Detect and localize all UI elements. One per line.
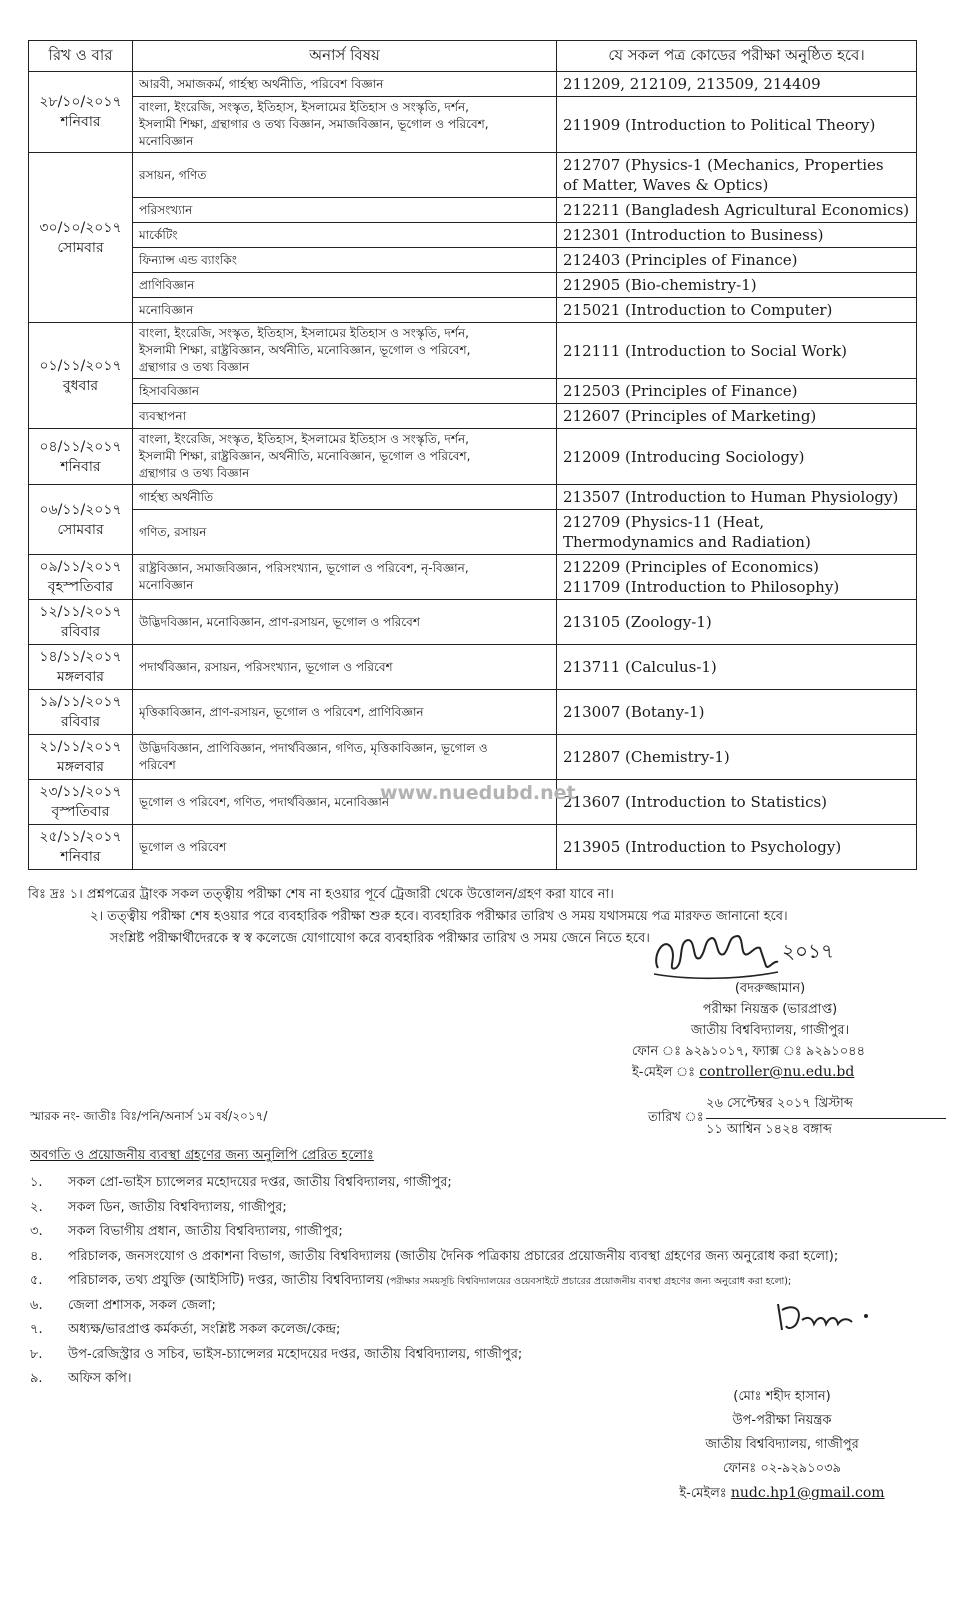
table-row [29, 510, 917, 555]
subjects-cell [133, 825, 557, 870]
subject-line: প্রাণিবিজ্ঞান [139, 277, 195, 292]
table-row [29, 153, 917, 198]
course-code: 213607 (Introduction to Statistics) [563, 793, 828, 811]
codes-cell [557, 510, 917, 555]
subjects-cell [133, 72, 557, 97]
subject-line: মনোবিজ্ঞান [139, 578, 194, 592]
codes-cell [557, 600, 917, 645]
subjects-cell [133, 298, 557, 323]
exam-day: শনিবার [60, 849, 101, 865]
subject-line: পরিসংখ্যান [139, 202, 193, 217]
course-code: 212209 (Principles of Economics) [563, 558, 819, 576]
codes-cell [557, 323, 917, 379]
subject-line: বাংলা, ইংরেজি, সংস্কৃত, ইতিহাস, ইসলামের ইতিহাস ও সংস্কৃতি, দর্শন, [139, 326, 469, 340]
date-cell [29, 735, 133, 780]
table-row [29, 735, 917, 780]
exam-day: বৃহস্পতিবার [47, 579, 114, 595]
exam-date: ২৫/১১/২০১৭ [39, 829, 122, 845]
date-cell [29, 780, 133, 825]
item-text: জেলা প্রশাসক, সকল জেলা; [68, 1297, 216, 1313]
subjects-cell [133, 248, 557, 273]
table-row [29, 429, 917, 485]
subjects-cell [133, 645, 557, 690]
subject-line: ইসলামী শিক্ষা, রাষ্ট্রবিজ্ঞান, অর্থনীতি, মনোবিজ্ঞান, ভূগোল ও পরিবেশ, [139, 343, 471, 357]
deputy-phone: ফোনঃ ০২-৯২৯১০৩৯ [722, 1461, 842, 1476]
subject-line: মনোবিজ্ঞান [139, 302, 194, 317]
codes-cell [557, 404, 917, 429]
course-code: 212211 (Bangladesh Agricultural Economics) [563, 201, 910, 219]
table-row [29, 323, 917, 379]
subject-line: বাংলা, ইংরেজি, সংস্কৃত, ইতিহাস, ইসলামের ইতিহাস ও সংস্কৃতি, দর্শন, [139, 100, 469, 114]
course-code: 213711 (Calculus-1) [563, 658, 717, 676]
course-code: 212111 (Introduction to Social Work) [563, 341, 848, 360]
course-code: 212607 (Principles of Marketing) [563, 407, 817, 425]
table-row [29, 198, 917, 223]
exam-date: ৩০/১০/২০১৭ [39, 219, 122, 236]
controller-email-link[interactable]: controller@nu.edu.bd [699, 1064, 855, 1080]
controller-title: পরীক্ষা নিয়ন্ত্রক (ভারপ্রাপ্ত) [702, 1002, 838, 1017]
exam-day: সোমবার [57, 521, 104, 538]
date-gregorian: ২৬ সেপ্টেম্বর ২০১৭ খ্রিস্টাব্দ [706, 1094, 946, 1119]
date-cell [29, 555, 133, 600]
table-row [29, 223, 917, 248]
codes-cell [557, 780, 917, 825]
course-code: 211709 (Introduction to Philosophy) [563, 578, 840, 596]
table-row [29, 600, 917, 645]
subjects-cell [133, 153, 557, 198]
controller-org: জাতীয় বিশ্ববিদ্যালয়, গাজীপুর। [690, 1023, 850, 1038]
exam-date: ১৯/১১/২০১৭ [39, 694, 122, 710]
item-number: ৯. [30, 1371, 43, 1386]
course-code: 213105 (Zoology-1) [563, 613, 712, 631]
deputy-block [652, 1385, 912, 1506]
header-date: রিখ ও বার [29, 41, 133, 72]
exam-date: ২৩/১১/২০১৭ [39, 784, 122, 800]
table-row [29, 690, 917, 735]
date-cell [29, 72, 133, 153]
deputy-title: উপ-পরীক্ষা নিয়ন্ত্রক [732, 1413, 832, 1428]
table-row [29, 485, 917, 510]
course-code: 212009 (Introducing Sociology) [563, 447, 805, 466]
exam-date: ০৯/১১/২০১৭ [39, 559, 122, 575]
subject-line: মনোবিজ্ঞান [139, 134, 194, 148]
item-number: ১. [30, 1175, 43, 1190]
item-text: পরিচালক, জনসংযোগ ও প্রকাশনা বিভাগ, জাতীয় বিশ্ববিদ্যালয় (জাতীয় দৈনিক পত্রিকায় প্রচারের প্রয়োজনীয় ব্যবস্থা গ্রহণের জন্য অনুরোধ করা হলো); [68, 1248, 839, 1264]
subject-line: গ্রন্থাগার ও তথ্য বিজ্ঞান [139, 360, 250, 374]
exam-date: ০৬/১১/২০১৭ [39, 501, 122, 518]
item-number: ৭. [30, 1322, 43, 1337]
course-code: of Matter, Waves & Optics) [563, 176, 769, 194]
subject-line: গ্রন্থাগার ও তথ্য বিজ্ঞান [139, 466, 250, 480]
deputy-org: জাতীয় বিশ্ববিদ্যালয়, গাজীপুর [705, 1437, 859, 1452]
course-code: 212503 (Principles of Finance) [563, 382, 798, 400]
codes-cell [557, 485, 917, 510]
exam-date: ০১/১১/২০১৭ [39, 357, 122, 374]
table-row [29, 555, 917, 600]
exam-date: ০৪/১১/২০১৭ [39, 438, 122, 455]
subject-line: রাষ্ট্রবিজ্ঞান, সমাজবিজ্ঞান, পরিসংখ্যান, ভূগোল ও পরিবেশ, নৃ-বিজ্ঞান, [139, 561, 469, 575]
subject-line: মার্কেটিং [139, 227, 178, 242]
exam-date: ২৮/১০/২০১৭ [39, 94, 122, 110]
copy-list [30, 1171, 838, 1392]
subjects-cell [133, 404, 557, 429]
deputy-name: (মোঃ শহীদ হাসান) [733, 1389, 831, 1404]
subjects-cell [133, 97, 557, 153]
table-row [29, 97, 917, 153]
list-item [30, 1294, 838, 1319]
item-text: অধ্যক্ষ/ভারপ্রাপ্ত কর্মকর্তা, সংশ্লিষ্ট সকল কলেজ/কেন্দ্র; [68, 1322, 341, 1337]
item-text: অফিস কপি। [68, 1371, 132, 1386]
table-row [29, 298, 917, 323]
item-text: পরিচালক, তথ্য প্রযুক্তি (আইসিটি) দপ্তর, জাতীয় বিশ্ববিদ্যালয় [68, 1273, 384, 1288]
date-cell [29, 825, 133, 870]
memo-number: স্মারক নং- জাতীঃ বিঃ/পনি/অনার্স ১ম বর্ষ/২০১৭/ [30, 1109, 268, 1123]
subject-line: উদ্ভিদবিজ্ঞান, প্রাণিবিজ্ঞান, পদার্থবিজ্ঞান, গণিত, মৃত্তিকাবিজ্ঞান, ভূগোল ও [139, 741, 488, 755]
controller-block [620, 978, 920, 1083]
deputy-email-label: ই-মেইলঃ [679, 1486, 727, 1501]
item-text: সকল বিভাগীয় প্রধান, জাতীয় বিশ্ববিদ্যালয়, গাজীপুর; [68, 1224, 343, 1239]
course-code: 212905 (Bio-chemistry-1) [563, 276, 757, 294]
list-item [30, 1318, 838, 1343]
course-code: 212709 (Physics-11 (Heat, [563, 513, 765, 531]
codes-cell [557, 298, 917, 323]
exam-date: ১৪/১১/২০১৭ [39, 649, 122, 665]
course-code: Thermodynamics and Radiation) [563, 533, 811, 551]
exam-day: শনিবার [60, 458, 101, 475]
controller-email-label: ই-মেইল ঃ [632, 1065, 696, 1080]
item-number: ৪. [30, 1248, 43, 1264]
codes-cell [557, 72, 917, 97]
table-row [29, 273, 917, 298]
codes-cell [557, 735, 917, 780]
note-1: বিঃ দ্রঃ ১। প্রশ্নপত্রের ট্রাংক সকল তত্ত্বীয় পরীক্ষা শেষ না হওয়ার পূর্বে ট্রেজারী থেকে উত্তোলন/গ্রহণ করা যাবে না। [28, 887, 614, 902]
subject-line: হিসাববিজ্ঞান [139, 383, 200, 398]
course-code: 212403 (Principles of Finance) [563, 251, 798, 269]
date-cell [29, 690, 133, 735]
controller-name: (বদরুজ্জামান) [734, 981, 806, 996]
codes-cell [557, 273, 917, 298]
deputy-signature [772, 1298, 892, 1338]
course-code: 212807 (Chemistry-1) [563, 748, 730, 766]
subject-line: ইসলামী শিক্ষা, রাষ্ট্রবিজ্ঞান, অর্থনীতি, মনোবিজ্ঞান, ভূগোল ও পরিবেশ, [139, 449, 471, 463]
date-cell [29, 429, 133, 485]
exam-day: রবিবার [60, 714, 101, 730]
date-cell [29, 485, 133, 555]
subjects-cell [133, 323, 557, 379]
item-number: ৩. [30, 1224, 43, 1239]
item-number: ২. [30, 1199, 43, 1215]
copy-distribution [30, 1146, 838, 1392]
subjects-cell [133, 223, 557, 248]
item-text: সকল ডিন, জাতীয় বিশ্ববিদ্যালয়, গাজীপুর; [68, 1199, 287, 1215]
subjects-cell [133, 690, 557, 735]
exam-day: মঙ্গলবার [56, 669, 105, 685]
note-3: সংশ্লিষ্ট পরীক্ষার্থীদেরকে স্ব স্ব কলেজে যোগাযোগ করে ব্যবহারিক পরীক্ষার তারিখ ও সময় জেনে নিতে হবে। [110, 931, 650, 946]
subject-line: ব্যবস্থাপনা [139, 408, 187, 423]
codes-cell [557, 198, 917, 223]
subject-line: মৃত্তিকাবিজ্ঞান, প্রাণ-রসায়ন, ভূগোল ও পরিবেশ, প্রাণিবিজ্ঞান [139, 704, 424, 719]
codes-cell [557, 555, 917, 600]
exam-day: বৃস্পতিবার [51, 804, 110, 820]
subjects-cell [133, 510, 557, 555]
exam-day: সোমবার [57, 239, 104, 256]
item-number: ৫. [30, 1273, 43, 1288]
controller-email-row [620, 1062, 920, 1083]
item-note: (পরীক্ষার সময়সূচি বিশ্ববিদ্যালয়ের ওয়েবসাইটে প্রচারের প্রয়োজনীয় ব্যবস্থা গ্রহণের জন্য অনুরোধ করা হলো); [383, 1276, 792, 1287]
codes-cell [557, 153, 917, 198]
table-row [29, 379, 917, 404]
codes-cell [557, 379, 917, 404]
table-row [29, 248, 917, 273]
header-codes: যে সকল পত্র কোডের পরীক্ষা অনুষ্ঠিত হবে। [557, 41, 917, 72]
list-item [30, 1220, 838, 1245]
list-item [30, 1269, 838, 1294]
table-body [29, 72, 917, 870]
subject-line: পদার্থবিজ্ঞান, রসায়ন, পরিসংখ্যান, ভূগোল ও পরিবেশ [139, 659, 393, 674]
controller-phone: ফোন ঃ ৯২৯১০১৭, ফ্যাক্স ঃ ৯২৯১০৪৪ [632, 1044, 866, 1059]
list-item [30, 1171, 838, 1196]
date-label: তারিখ ঃ [648, 1110, 704, 1125]
date-bangla: ১১ আশ্বিন ১৪২৪ বঙ্গাব্দ [706, 1122, 832, 1137]
subjects-cell [133, 600, 557, 645]
exam-day: শনিবার [60, 114, 101, 130]
course-code: 213507 (Introduction to Human Physiology) [563, 488, 899, 506]
subjects-cell [133, 429, 557, 485]
subject-line: গার্হস্থ্য অর্থনীতি [139, 489, 214, 504]
table-row [29, 825, 917, 870]
codes-cell [557, 97, 917, 153]
list-item [30, 1245, 838, 1270]
deputy-email-row [652, 1481, 912, 1506]
exam-date: ১২/১১/২০১৭ [39, 604, 122, 620]
course-code: 212301 (Introduction to Business) [563, 226, 824, 244]
course-code: 211209, 212109, 213509, 214409 [563, 75, 821, 93]
watermark: www.nuedubd.net [380, 782, 576, 804]
note-2: ২। তত্ত্বীয় পরীক্ষা শেষ হওয়ার পরে ব্যবহারিক পরীক্ষা শুরু হবে। ব্যবহারিক পরীক্ষার তারিখ ও সময় যথাসময়ে পত্র মারফত জানানো হবে। [90, 909, 788, 924]
subject-line: ভূগোল ও পরিবেশ [139, 839, 227, 854]
course-code: 215021 (Introduction to Computer) [563, 301, 833, 319]
table-header-row [29, 41, 917, 72]
list-item [30, 1196, 838, 1221]
codes-cell [557, 223, 917, 248]
exam-day: রবিবার [60, 624, 101, 640]
codes-cell [557, 429, 917, 485]
header-subjects: অনার্স বিষয় [133, 41, 557, 72]
subject-line: আরবী, সমাজকর্ম, গার্হস্থ্য অর্থনীতি, পরিবেশ বিজ্ঞান [139, 76, 384, 91]
course-code: 213007 (Botany-1) [563, 703, 705, 721]
course-code: 213905 (Introduction to Psychology) [563, 838, 842, 856]
table-row [29, 72, 917, 97]
subjects-cell [133, 735, 557, 780]
subject-line: উদ্ভিদবিজ্ঞান, মনোবিজ্ঞান, প্রাণ-রসায়ন, ভূগোল ও পরিবেশ [139, 614, 420, 629]
table-row [29, 404, 917, 429]
item-number: ৬. [30, 1297, 43, 1313]
exam-day: মঙ্গলবার [56, 759, 105, 775]
item-number: ৮. [30, 1346, 43, 1362]
subject-line: ফিন্যান্স এন্ড ব্যাংকিং [139, 252, 237, 267]
subjects-cell [133, 485, 557, 510]
subject-line: বাংলা, ইংরেজি, সংস্কৃত, ইতিহাস, ইসলামের ইতিহাস ও সংস্কৃতি, দর্শন, [139, 432, 469, 446]
date-cell [29, 153, 133, 323]
course-code: 211909 (Introduction to Political Theory) [563, 115, 876, 134]
codes-cell [557, 248, 917, 273]
subject-line: ভূগোল ও পরিবেশ, গণিত, পদার্থবিজ্ঞান, মনোবিজ্ঞান [139, 794, 390, 809]
subject-line: ইসলামী শিক্ষা, গ্রন্থাগার ও তথ্য বিজ্ঞান, সমাজবিজ্ঞান, ভূগোল ও পরিবেশ, [139, 117, 489, 131]
item-text: সকল প্রো-ভাইস চ্যান্সেলর মহোদয়ের দপ্তর, জাতীয় বিশ্ববিদ্যালয়, গাজীপুর; [68, 1175, 452, 1190]
subjects-cell [133, 198, 557, 223]
exam-schedule-table [28, 40, 917, 870]
date-cell [29, 645, 133, 690]
subjects-cell [133, 273, 557, 298]
course-code: 212707 (Physics-1 (Mechanics, Properties [563, 156, 884, 174]
subjects-cell [133, 555, 557, 600]
codes-cell [557, 825, 917, 870]
subject-line: পরিবেশ [139, 758, 176, 772]
list-item [30, 1343, 838, 1368]
table-row [29, 645, 917, 690]
exam-date: ২১/১১/২০১৭ [39, 739, 122, 755]
subject-line: গণিত, রসায়ন [139, 524, 207, 539]
date-cell [29, 600, 133, 645]
date-cell [29, 323, 133, 429]
item-text: উপ-রেজিস্ট্রার ও সচিব, ভাইস-চ্যান্সেলর মহোদয়ের দপ্তর, জাতীয় বিশ্ববিদ্যালয়, গাজীপুর; [68, 1346, 523, 1362]
svg-text:২০১৭: ২০১৭ [782, 939, 834, 963]
subject-line: রসায়ন, গণিত [139, 167, 207, 182]
subjects-cell [133, 379, 557, 404]
codes-cell [557, 690, 917, 735]
exam-day: বুধবার [62, 377, 99, 394]
codes-cell [557, 645, 917, 690]
copy-heading: অবগতি ও প্রয়োজনীয় ব্যবস্থা গ্রহণের জন্য অনুলিপি প্রেরিত হলোঃ [30, 1148, 374, 1163]
deputy-email-link[interactable]: nudc.hp1@gmail.com [730, 1485, 885, 1501]
